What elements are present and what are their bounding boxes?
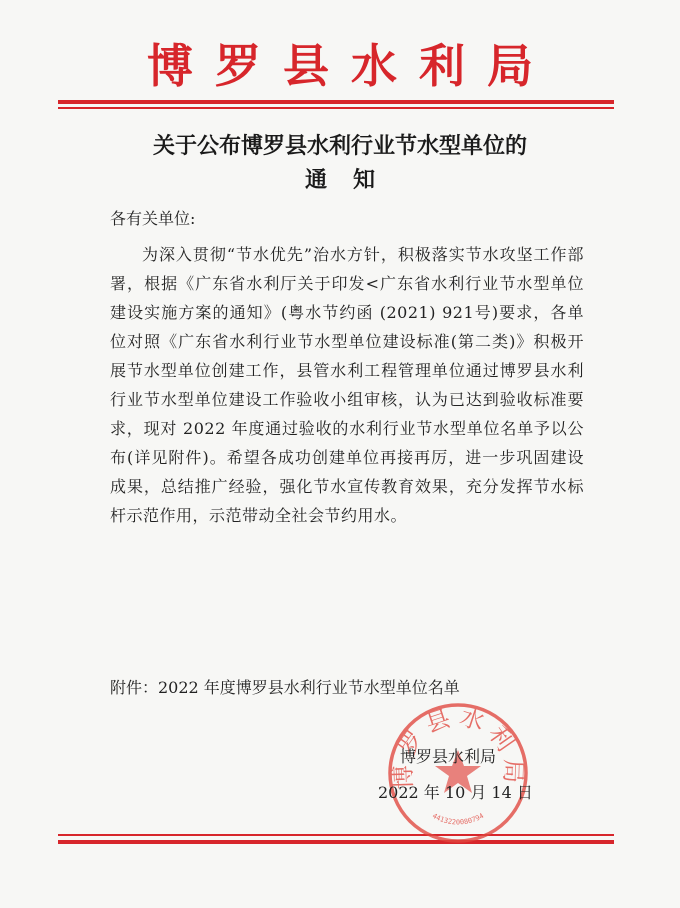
svg-text:4413220080794: 4413220080794 [430, 811, 486, 827]
notice-title-line1: 关于公布博罗县水利行业节水型单位的 [152, 134, 527, 159]
notice-body: 为深入贯彻“节水优先”治水方针，积极落实节水攻坚工作部署，根据《广东省水利厅关于印发<广东省水利行业节水型单位建设实施方案的通知》(粤水节约函 (2021) 921号)要求，各单位对照《广东省水利行业节水型单位建设标准(第二类)》积极开展节水型单位创建工作，县管水利工程管理单位通过博罗县水利行业节水型单位建设工作验收小组审核，认为已达到验收标准要求，现对 2022 年度通过验收的水利行业节水型单位名单予以公布(详见附件)。希望各成功创建单位再接再厉，进一步巩固建设成果，总结推广经验，强化节水宣传教育效果，充分发挥节水标杆示范作用，示范带动全社会节约用水。 [110, 245, 584, 525]
svg-text:博罗县水利局: 博罗县水利局 [388, 702, 528, 790]
official-seal-stamp [385, 700, 531, 846]
sign-date: 2022 年 10 月 14 日 [378, 783, 533, 802]
header-rule-thick [58, 100, 614, 104]
notice-title [0, 130, 680, 198]
notice-title-line2: 通知 [304, 168, 401, 193]
org-header-title: 博罗县水利局 [147, 39, 555, 93]
salutation: 各有关单位: [110, 209, 196, 228]
attachment-line: 附件：2022 年度博罗县水利行业节水型单位名单 [110, 678, 460, 697]
signer-org: 博罗县水利局 [400, 747, 497, 766]
header-rule-thin [58, 107, 614, 109]
